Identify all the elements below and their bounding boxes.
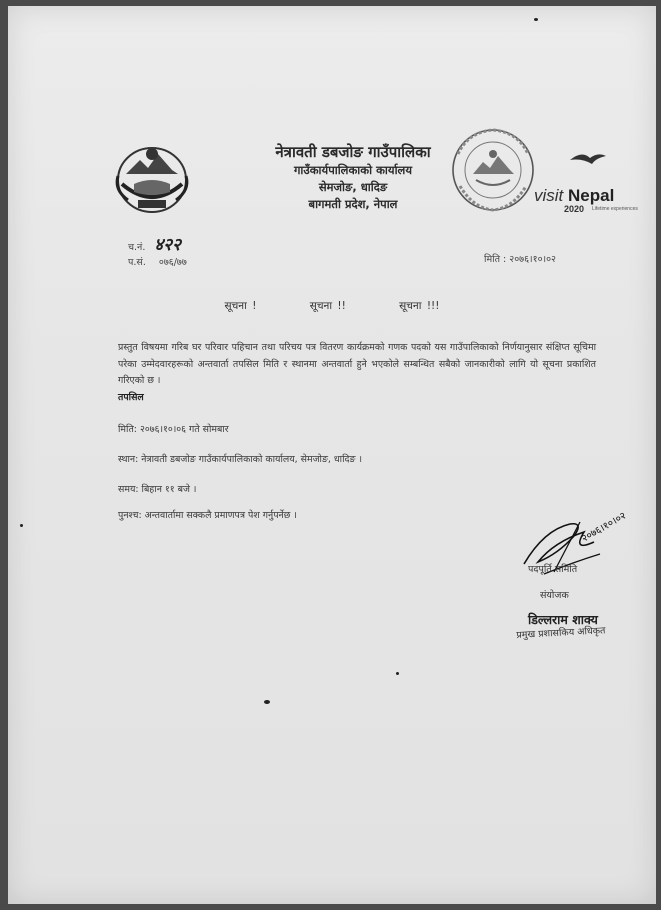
date-line: मिति: २०७६।१०।०६ गते सोमबार xyxy=(118,424,229,435)
notice-body xyxy=(118,340,596,406)
nepal-emblem-icon xyxy=(112,140,192,216)
officer-name: डिल्लराम शाक्य xyxy=(528,612,598,627)
date-label: मिति : xyxy=(484,254,507,265)
notice-heading xyxy=(8,299,656,313)
convener-label: संयोजक xyxy=(540,590,569,601)
ref-label: च.नं. xyxy=(128,242,146,253)
letterhead xyxy=(258,142,448,213)
fiscal-label: प.सं. xyxy=(128,257,146,268)
time-line: समय: बिहान ११ बजे । xyxy=(118,484,197,495)
municipality-seal-icon xyxy=(448,124,538,216)
committee-label: पदपूर्ति समिति xyxy=(528,564,578,575)
body-paragraph: प्रस्तुत विषयमा गरिब घर परिवार पहिचान तथा परिचय पत्र वितरण कार्यक्रमको गणक पदको यस गाउँपालिकाको निर्णयानुसार संक्षिप्त सूचिमा परेका उम्मेदवारहरूको अन्तवार्ता तपसिल मिति र स्थानमा अन्तवार्ता हुने भएकोले सम्बन्धित सबैको जानकारीको लागि यो सूचना प्रकाशित गरिएको छ । xyxy=(118,342,596,386)
nepal-word: Nepal xyxy=(568,186,615,205)
date-block xyxy=(484,252,556,265)
municipality-name: नेत्रावती डबजोङ गाउँपालिका xyxy=(275,143,431,161)
notice-page xyxy=(8,6,656,904)
visit-tagline: Lifetime experiences xyxy=(592,206,638,212)
office-name: गाउँकार्यपालिकाको कार्यालय xyxy=(293,163,413,177)
visit-word: visit xyxy=(534,186,564,205)
schedule-heading: तपसिल xyxy=(118,391,144,403)
ref-number: ४२२ xyxy=(154,235,181,255)
notice-word-1: सूचना ! xyxy=(224,300,257,312)
date-value: २०७६।१०।०२ xyxy=(509,254,557,265)
fiscal-year: ०७६/७७ xyxy=(158,257,187,268)
visit-year: 2020 xyxy=(564,204,585,214)
visit-nepal-text xyxy=(534,186,614,206)
bird-icon xyxy=(568,148,608,168)
reference-block xyxy=(128,235,187,270)
notice-word-3: सूचना !!! xyxy=(399,300,440,312)
province-name: बागमती प्रदेश, नेपाल xyxy=(308,197,398,211)
visit-nepal-logo xyxy=(534,148,656,228)
note-line: पुनश्च: अन्तवार्तामा सक्कलै प्रमाणपत्र पेश गर्नुपर्नेछ । xyxy=(118,510,297,521)
office-location: सेमजोङ, धादिङ xyxy=(318,180,388,194)
notice-word-2: सूचना !! xyxy=(309,300,346,312)
place-line: स्थान: नेत्रावती डबजोङ गाउँकार्यपालिकाको कार्यालय, सेमजोङ, धादिङ । xyxy=(118,454,362,465)
handwritten-date: २०७६।१०।०२ xyxy=(580,510,629,545)
officer-title: प्रमुख प्रशासकिय अधिकृत xyxy=(516,625,606,641)
